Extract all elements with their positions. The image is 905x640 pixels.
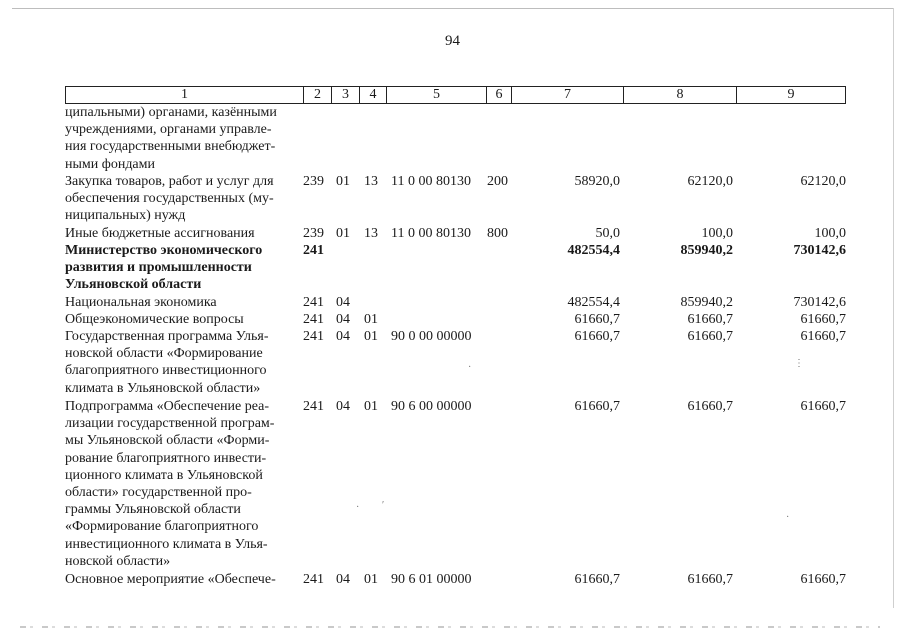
row-name-line: Подпрограмма «Обеспечение реа- [65, 399, 270, 414]
cell-vr: 200 [487, 174, 508, 189]
header-col-8: 8 [623, 87, 736, 103]
row-name-line: граммы Ульяновской области [65, 502, 241, 518]
scan-noise-bottom [20, 626, 880, 628]
cell-year1: 61660,7 [574, 312, 620, 327]
cell-year2: 62120,0 [687, 174, 733, 189]
row-name [65, 173, 301, 225]
cell-year1: 482554,4 [567, 295, 620, 310]
cell-pr: 13 [364, 226, 378, 241]
header-col-1: 1 [65, 87, 303, 103]
cell-csr: 90 0 00 00000 [391, 329, 472, 344]
row-name-line: благоприятного инвестиционного [65, 363, 267, 379]
cell-year2: 100,0 [701, 226, 733, 241]
cell-year1: 58920,0 [574, 174, 620, 189]
row-name-line: Закупка товаров, работ и услуг для [65, 174, 274, 189]
row-name-line: ниципальных) нужд [65, 208, 186, 224]
header-col-2: 2 [303, 87, 331, 103]
cell-year2: 61660,7 [687, 399, 733, 414]
cell-year1: 61660,7 [574, 399, 620, 414]
cell-gr: 241 [303, 399, 324, 414]
cell-year3: 61660,7 [800, 572, 846, 587]
row-name-line: Ульяновской области [65, 277, 202, 293]
cell-gr: 241 [303, 312, 324, 327]
header-col-5: 5 [386, 87, 486, 103]
cell-year3: 62120,0 [800, 174, 846, 189]
cell-gr: 241 [303, 572, 324, 587]
cell-rz: 01 [336, 226, 350, 241]
row-name-line: лизации государственной програм- [65, 416, 275, 432]
cell-year1: 50,0 [595, 226, 620, 241]
cell-year3: 730142,6 [793, 243, 846, 258]
row-name-line: Национальная экономика [65, 295, 217, 310]
cell-gr: 239 [303, 174, 324, 189]
row-name [65, 571, 301, 588]
scan-border-top [12, 8, 894, 9]
header-col-7: 7 [511, 87, 623, 103]
cell-pr: 01 [364, 572, 378, 587]
scan-speck: · [786, 512, 790, 523]
cell-gr: 241 [303, 243, 324, 258]
row-name-line: ципальными) органами, казёнными [65, 105, 277, 120]
cell-year1: 61660,7 [574, 572, 620, 587]
cell-vr: 800 [487, 226, 508, 241]
cell-year3: 61660,7 [800, 399, 846, 414]
row-name [65, 294, 301, 311]
header-col-6: 6 [486, 87, 511, 103]
header-col-9: 9 [736, 87, 846, 103]
cell-gr: 241 [303, 295, 324, 310]
cell-year2: 61660,7 [687, 312, 733, 327]
cell-rz: 04 [336, 329, 350, 344]
row-name-line: ния государственными внебюджет- [65, 139, 276, 155]
row-name-line: Министерство экономического [65, 243, 263, 258]
page-number: 94 [445, 33, 460, 49]
cell-csr: 90 6 00 00000 [391, 399, 472, 414]
row-name-line: рование благоприятного инвести- [65, 450, 267, 466]
cell-year2: 859940,2 [680, 243, 733, 258]
row-name [65, 225, 301, 242]
cell-year2: 61660,7 [687, 572, 733, 587]
row-name-line: Иные бюджетные ассигнования [65, 226, 255, 241]
row-name [65, 311, 301, 328]
cell-year3: 61660,7 [800, 329, 846, 344]
row-name-line: «Формирование благоприятного [65, 519, 259, 535]
row-name-line: учреждениями, органами управле- [65, 122, 272, 138]
cell-gr: 241 [303, 329, 324, 344]
cell-gr: 239 [303, 226, 324, 241]
header-col-4: 4 [359, 87, 386, 103]
scan-speck: ⋮ [794, 358, 804, 369]
cell-year1: 61660,7 [574, 329, 620, 344]
row-name-line: развития и промышленности [65, 260, 252, 276]
header-col-3: 3 [331, 87, 359, 103]
scan-speck: · [468, 362, 472, 373]
row-name-line: климата в Ульяновской области» [65, 380, 261, 396]
scan-speck: ′ [382, 500, 385, 511]
cell-rz: 04 [336, 295, 350, 310]
row-name [65, 328, 301, 397]
row-name-line: Государственная программа Улья- [65, 329, 269, 344]
cell-pr: 01 [364, 329, 378, 344]
row-name [65, 242, 301, 294]
cell-pr: 01 [364, 312, 378, 327]
row-name-line: обеспечения государственных (му- [65, 191, 274, 207]
scan-border-right [893, 8, 894, 608]
cell-csr: 90 6 01 00000 [391, 572, 472, 587]
row-name-line: ционного климата в Ульяновской [65, 467, 263, 483]
cell-year1: 482554,4 [567, 243, 620, 258]
row-name [65, 104, 301, 173]
cell-rz: 01 [336, 174, 350, 189]
scan-speck: · [356, 502, 360, 513]
row-name [65, 398, 301, 570]
row-name-line: новской области» [65, 553, 171, 569]
row-name-line: ными фондами [65, 156, 156, 172]
cell-rz: 04 [336, 399, 350, 414]
table-header [65, 86, 846, 104]
cell-year2: 859940,2 [680, 295, 733, 310]
cell-year3: 730142,6 [793, 295, 846, 310]
row-name-line: инвестиционного климата в Улья- [65, 536, 268, 552]
cell-rz: 04 [336, 572, 350, 587]
cell-pr: 01 [364, 399, 378, 414]
cell-year3: 61660,7 [800, 312, 846, 327]
cell-year2: 61660,7 [687, 329, 733, 344]
row-name-line: области» государственной про- [65, 485, 252, 501]
cell-pr: 13 [364, 174, 378, 189]
row-name-line: Общеэкономические вопросы [65, 312, 244, 327]
cell-csr: 11 0 00 80130 [391, 226, 471, 241]
row-name-line: Основное мероприятие «Обеспече- [65, 572, 276, 587]
row-name-line: новской области «Формирование [65, 346, 263, 362]
cell-year3: 100,0 [814, 226, 846, 241]
row-name-line: мы Ульяновской области «Форми- [65, 433, 270, 449]
cell-csr: 11 0 00 80130 [391, 174, 471, 189]
cell-rz: 04 [336, 312, 350, 327]
